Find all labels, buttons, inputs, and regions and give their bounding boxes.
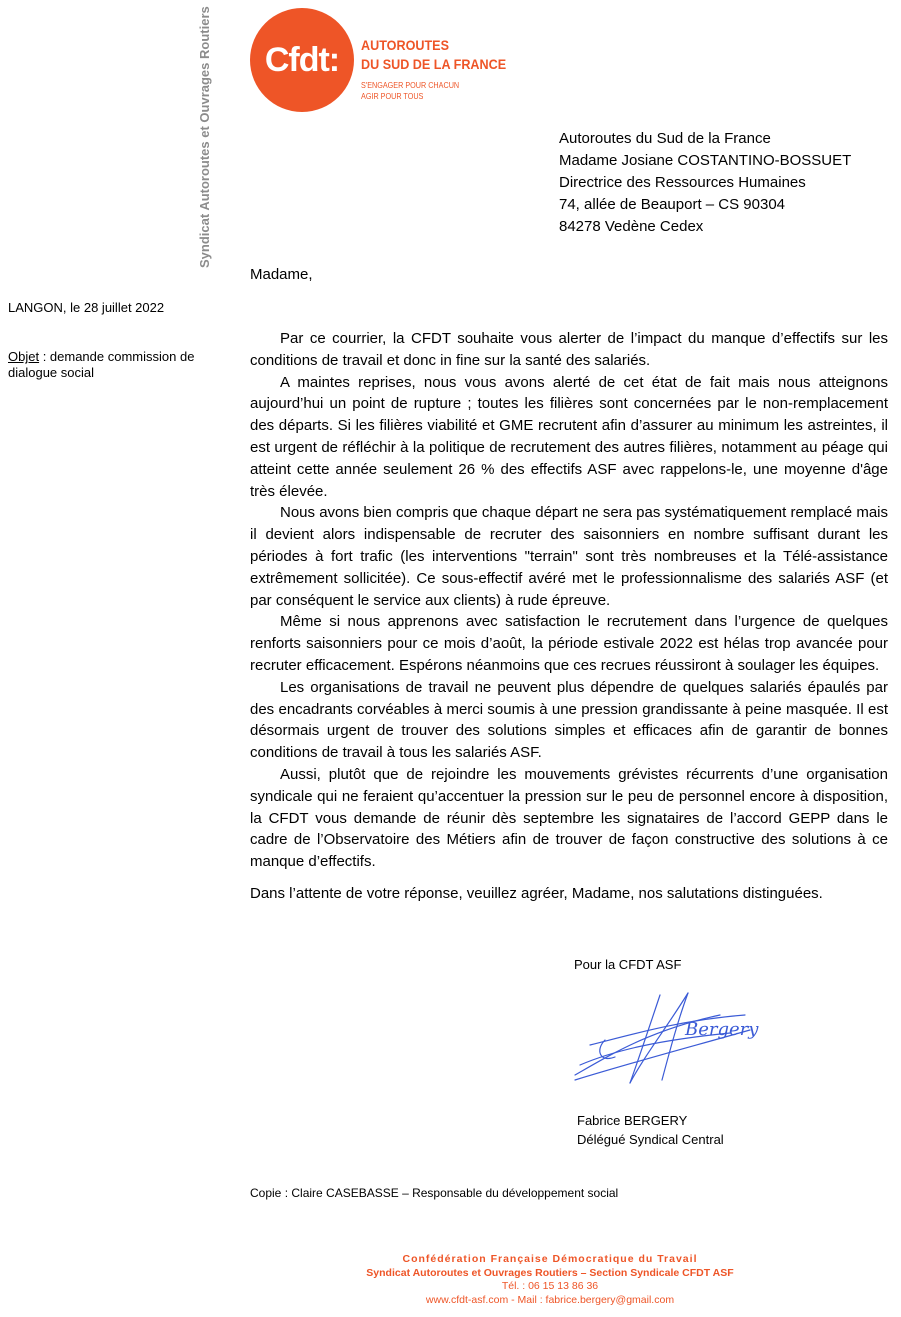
- letter-body: [250, 328, 888, 905]
- recipient-address: [559, 128, 851, 238]
- footer-confederation: Confédération Française Démocratique du Travail: [402, 1253, 698, 1265]
- recipient-line: Directrice des Ressources Humaines: [559, 174, 806, 191]
- footer-contact: www.cfdt-asf.com - Mail : fabrice.bergery@gmail.com: [425, 1293, 675, 1306]
- closing-formula: Dans l’attente de votre réponse, veuillez agréer, Madame, nos salutations distinguées.: [250, 884, 823, 902]
- handwritten-signature: [570, 985, 760, 1090]
- logo-tagline: S'ENGAGER POUR CHACUN AGIR POUR TOUS: [361, 80, 460, 101]
- copy-recipient: Copie : Claire CASEBASSE – Responsable du développement social: [250, 1186, 619, 1200]
- place-date: LANGON, le 28 juillet 2022: [8, 300, 165, 315]
- logo-org-name: AUTOROUTES DU SUD DE LA FRANCE: [361, 37, 507, 72]
- union-vertical-title: Syndicat Autoroutes et Ouvrages Routiers: [197, 6, 212, 268]
- subject-text: : demande commission de dialogue social: [8, 349, 195, 380]
- signatory-name: Fabrice BERGERY: [577, 1113, 688, 1128]
- subject-label: Objet: [8, 349, 40, 364]
- signatory-role: Délégué Syndical Central: [577, 1132, 724, 1147]
- body-paragraph: Par ce courrier, la CFDT souhaite vous alerter de l’impact du manque d’effectifs sur les conditions de travail et donc in fine sur la santé des salariés.: [250, 330, 888, 369]
- body-paragraph: Même si nous apprenons avec satisfaction le recrutement dans l’urgence de quelques renforts saisonniers pour ce mois d’août, la période estivale 2022 est hélas trop avancée pour recruter efficacement. Espérons néanmoins que ces recrues réussiront à soulager les équipes.: [250, 613, 888, 674]
- body-paragraph: Les organisations de travail ne peuvent plus dépendre de quelques salariés épaulés par des encadrants corvéables à merci soumis à une pression grandissante à peine masquée. Il est désormais urgent de trouver des solutions simples et efficaces afin de garantir de bonnes conditions de travail à tous les salariés ASF.: [250, 678, 888, 762]
- salutation: Madame,: [250, 266, 313, 283]
- cfdt-logo-mark: Cfdt:: [250, 8, 354, 112]
- recipient-line: 74, allée de Beauport – CS 90304: [559, 196, 786, 213]
- recipient-line: Autoroutes du Sud de la France: [559, 130, 771, 147]
- body-paragraph: Nous avons bien compris que chaque départ ne sera pas systématiquement remplacé mais il devient alors indispensable de recruter des saisonniers en nombre suffisant durant les périodes à fort trafic (les interventions "terrain" sont très nombreuses et la Télé-assistance extrêmement sollicitée). Ce sous-effectif avéré met le professionnalisme des salariés ASF (et par conséquent le service aux clients) à rude épreuve.: [250, 504, 888, 609]
- signatory-block: [577, 1111, 724, 1149]
- body-paragraph: Aussi, plutôt que de rejoindre les mouvements grévistes récurrents d’une organisation syndicale qui ne feraient qu’accentuer la pression sur le peu de personnel encore à disposition, la CFDT vous demande de réunir dès septembre les signataires de l’accord GEPP dans le cadre de l’Observatoire des Métiers afin de trouver de façon constructive des solutions à ce manque d’effectifs.: [250, 765, 888, 871]
- letter-footer: [300, 1253, 800, 1307]
- body-paragraph: A maintes reprises, nous vous avons alerté de cet état de fait mais nous atteignons aujourd’hui un point de rupture ; toutes les filières sont concernées par le non-remplacement des départs. Si les filières viabilité et GME recrutent afin d’assurer au minimum les astreintes, il est urgent de réfléchir à la politique de recrutement des autres filières, notamment au péage qui atteint cette année seulement 26 % des effectifs ASF avec rappelons-le, une moyenne d'âge très élevée.: [250, 373, 888, 500]
- signature-handwriting: Bergery: [685, 1019, 759, 1040]
- recipient-line: 84278 Vedène Cedex: [559, 218, 704, 235]
- footer-phone: Tél. : 06 15 13 86 36: [501, 1280, 599, 1292]
- cfdt-logo: [250, 8, 510, 116]
- recipient-line: Madame Josiane COSTANTINO-BOSSUET: [559, 152, 852, 169]
- footer-section: Syndicat Autoroutes et Ouvrages Routiers – Section Syndicale CFDT ASF: [366, 1266, 734, 1279]
- subject: [8, 349, 223, 381]
- signature-for-line: Pour la CFDT ASF: [574, 957, 682, 972]
